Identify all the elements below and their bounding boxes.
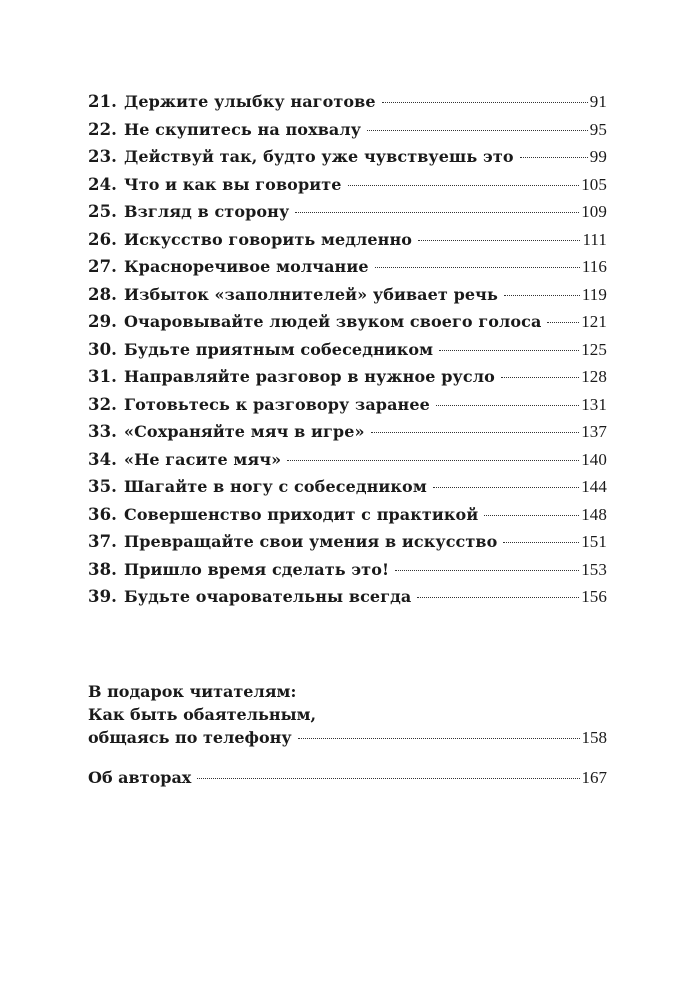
toc-entry[interactable] [88,230,607,258]
toc-entry-title: Искусство говорить медленно [124,229,413,249]
toc-entry-number: 26. [88,229,118,249]
dot-leader [348,185,580,186]
toc-entry-title: Красноречивое молчание [124,257,369,276]
toc-entry-page-number: 91 [589,92,607,111]
bonus-heading-line-2: Как быть обаятельным, [88,705,317,724]
toc-entry-number: 30. [88,339,118,359]
table-of-contents [88,92,607,615]
dot-leader [295,212,579,213]
authors-entry[interactable] [88,766,607,789]
toc-entry[interactable] [88,560,607,588]
toc-entry-page-number: 128 [581,367,607,386]
toc-entry[interactable] [88,340,607,368]
toc-entry-page-number: 148 [581,504,607,524]
toc-entry-title: Пришло время сделать это! [124,559,390,579]
toc-entry-number: 31. [88,367,118,386]
toc-entry-title: Направляйте разговор в нужное русло [124,367,495,386]
toc-entry-number: 23. [88,147,118,166]
toc-entry-page-number: 153 [581,559,607,579]
toc-entry[interactable] [88,92,607,120]
dot-leader [503,542,579,543]
dot-leader [418,240,580,241]
toc-entry-title: Избыток «заполнителей» убивает речь [124,284,498,304]
toc-entry-page-number: 140 [581,449,607,469]
toc-entry[interactable] [88,367,607,395]
toc-entry-number: 37. [88,532,118,551]
toc-entry-page-number: 105 [581,174,607,194]
toc-entry-number: 22. [88,119,118,139]
dot-leader [417,597,579,598]
dot-leader [298,738,580,739]
toc-entry-number: 27. [88,257,118,276]
toc-entry-page-number: 125 [581,339,607,359]
toc-entry[interactable] [88,532,607,560]
toc-entry-page-number: 131 [581,394,607,414]
toc-entry[interactable] [88,395,607,423]
toc-entry-title: Действуй так, будто уже чувствуешь это [124,147,514,166]
dot-leader [439,350,579,351]
toc-entry-page-number: 144 [581,477,607,496]
dot-leader [197,778,579,779]
toc-entry[interactable] [88,505,607,533]
toc-entry-page-number: 121 [581,312,607,331]
dot-leader [287,460,579,461]
toc-entry-page-number: 137 [581,422,607,441]
dot-leader [504,295,580,296]
toc-entry-title: Взгляд в сторону [124,202,290,221]
dot-leader [433,487,579,488]
toc-entry[interactable] [88,450,607,478]
toc-entry[interactable] [88,202,607,230]
toc-entry-title: Будьте очаровательны всегда [124,587,412,606]
toc-entry[interactable] [88,120,607,148]
toc-entry-title: Шагайте в ногу с собеседником [124,477,427,496]
toc-entry-page-number: 95 [589,119,607,139]
toc-entry-title: «Не гасите мяч» [124,449,282,469]
toc-entry[interactable] [88,285,607,313]
toc-entry-number: 35. [88,477,118,496]
toc-entry[interactable] [88,312,607,340]
toc-entry[interactable] [88,477,607,505]
toc-entry-number: 25. [88,202,118,221]
toc-entry-number: 39. [88,587,118,606]
toc-entry-title: Не скупитесь на похвалу [124,119,362,139]
toc-entry-number: 33. [88,422,118,441]
toc-entry-title: Будьте приятным собеседником [124,339,434,359]
dot-leader [367,130,588,131]
dot-leader [395,570,579,571]
toc-entry[interactable] [88,587,607,615]
toc-entry-page-number: 111 [582,229,607,249]
toc-entry-page-number: 119 [581,284,607,304]
toc-entry-number: 29. [88,312,118,331]
toc-entry-title: Что и как вы говорите [124,174,342,194]
toc-entry-page-number: 109 [581,202,607,221]
dot-leader [382,102,588,103]
toc-entry-title: Держите улыбку наготове [124,92,376,111]
toc-entry-page-number: 99 [589,147,607,166]
authors-title: Об авторах [88,768,192,787]
toc-entry-number: 28. [88,284,118,304]
dot-leader [501,377,579,378]
toc-entry-page-number: 156 [581,587,607,606]
toc-entry-number: 21. [88,92,118,111]
toc-entry-title: Превращайте свои умения в искусство [124,532,498,551]
toc-entry[interactable] [88,422,607,450]
toc-entry-number: 24. [88,174,118,194]
dot-leader [484,515,579,516]
toc-entry[interactable] [88,175,607,203]
authors-page-number: 167 [581,768,607,787]
dot-leader [547,322,579,323]
toc-entry-title: Готовьтесь к разговору заранее [124,394,430,414]
toc-entry-title: Очаровывайте людей звуком своего голоса [124,312,542,331]
bonus-entry[interactable] [88,726,607,749]
toc-entry-page-number: 116 [581,257,607,276]
toc-entry-number: 36. [88,504,118,524]
bonus-heading-line-1: В подарок читателям: [88,682,297,701]
dot-leader [371,432,580,433]
extra-sections [88,680,607,789]
dot-leader [436,405,579,406]
toc-entry-number: 32. [88,394,118,414]
toc-entry[interactable] [88,257,607,285]
dot-leader [375,267,580,268]
toc-entry-title: «Сохраняйте мяч в игре» [124,422,365,441]
bonus-heading-line-3: общаясь по телефону [88,728,292,747]
bonus-page-number: 158 [581,728,607,747]
toc-entry-number: 38. [88,559,118,579]
toc-entry-page-number: 151 [581,532,607,551]
dot-leader [520,157,588,158]
toc-entry-title: Совершенство приходит с практикой [124,504,479,524]
toc-entry-number: 34. [88,449,118,469]
toc-entry[interactable] [88,147,607,175]
